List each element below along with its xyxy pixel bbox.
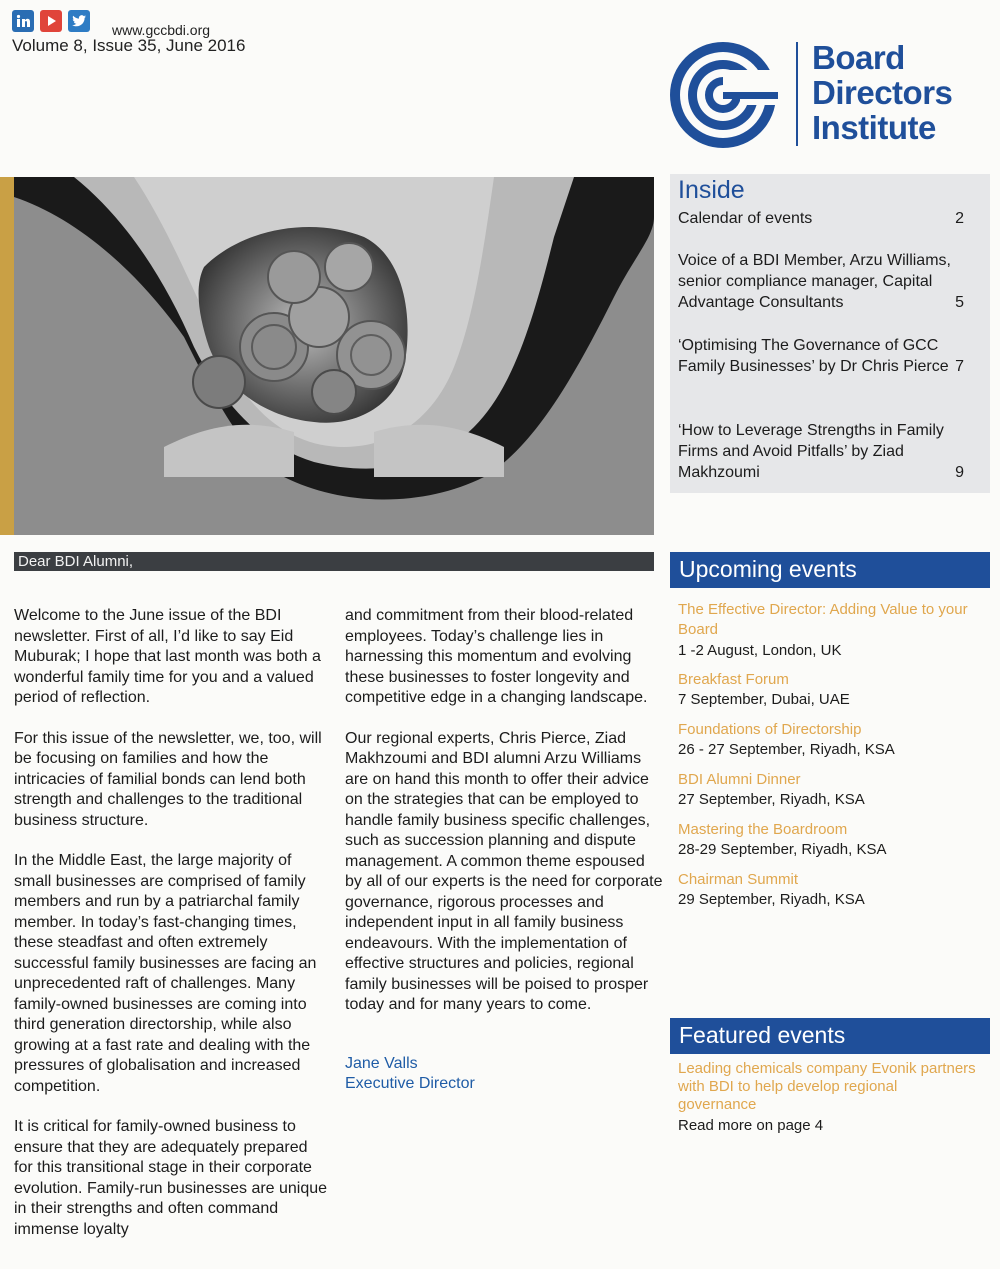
toc-item-page: 2 — [955, 210, 964, 227]
event-date: 26 - 27 September, Riyadh, KSA — [678, 741, 895, 758]
social-links — [12, 10, 90, 32]
paragraph: It is critical for family-owned business to ensure that they are adequately prepared for this transitional stage in their corporate evolution. Family-run businesses are unique in their strengths and often command immense loyalty — [14, 1118, 328, 1238]
event-title[interactable]: The Effective Director: Adding Value to your Board — [678, 601, 968, 638]
event-title[interactable]: Mastering the Boardroom — [678, 821, 848, 838]
twitter-icon[interactable] — [68, 10, 90, 32]
featured-events-title: Featured events — [679, 1022, 846, 1048]
youtube-icon[interactable] — [40, 10, 62, 32]
event-title[interactable]: Breakfast Forum — [678, 671, 789, 688]
toc-item-text: ‘Optimising The Governance of GCC Family Businesses’ by Dr Chris Pierce — [678, 337, 949, 375]
salutation: Dear BDI Alumni, — [18, 553, 134, 570]
event-date: 28-29 September, Riyadh, KSA — [678, 841, 887, 858]
event-date: 1 -2 August, London, UK — [678, 642, 842, 659]
logo-wordmark — [812, 40, 952, 145]
read-more-link[interactable]: Read more on page 4 — [678, 1117, 824, 1134]
paragraph: Our regional experts, Chris Pierce, Ziad Makhzoumi and BDI alumni Arzu Williams are on hand this month to offer their advice on the strategies that can be employed to handle family business specific challenges, such as succession planning and dispute management. A common theme espoused by all of our experts is the need for corporate governance, rigorous processes and independent input in all family business endeavours. With the implementation of effective structures and policies, regional family businesses will be poised to prosper today and for many years to come. — [345, 729, 663, 1013]
event-date: 7 September, Dubai, UAE — [678, 691, 850, 708]
website-link[interactable]: www.gccbdi.org — [112, 22, 211, 38]
signature-title: Executive Director — [345, 1075, 475, 1092]
toc-item[interactable] — [678, 208, 964, 229]
event-title[interactable]: BDI Alumni Dinner — [678, 771, 801, 788]
toc-item-page: 9 — [955, 464, 964, 481]
toc-item[interactable] — [678, 335, 964, 377]
letter-column-2 — [345, 606, 663, 1095]
toc-item-text: Calendar of events — [678, 210, 813, 227]
toc-item[interactable] — [678, 250, 964, 313]
featured-events-banner — [670, 1018, 990, 1054]
photo-accent-strip — [0, 177, 14, 535]
issue-info: Volume 8, Issue 35, June 2016 — [12, 36, 246, 55]
logo-line: Directors — [812, 74, 953, 111]
logo-line: Board — [812, 39, 905, 76]
linkedin-icon[interactable] — [12, 10, 34, 32]
paragraph: and commitment from their blood-related employees. Today’s challenge lies in harnessing this momentum and evolving these businesses to foster longevity and competitive edge in a changing landscape. — [345, 607, 648, 706]
toc-item-page: 5 — [955, 294, 964, 311]
event-title[interactable]: Foundations of Directorship — [678, 721, 862, 738]
toc-item[interactable] — [678, 420, 964, 483]
logo-line: Institute — [812, 109, 936, 146]
bdi-logo-icon — [668, 40, 778, 150]
event-date: 27 September, Riyadh, KSA — [678, 791, 865, 808]
upcoming-events-banner — [670, 552, 990, 588]
toc-item-text: Voice of a BDI Member, Arzu Williams, senior compliance manager, Capital Advantage Consultants — [678, 252, 951, 311]
toc-item-text: ‘How to Leverage Strengths in Family Firms and Avoid Pitfalls’ by Ziad Makhzoumi — [678, 422, 944, 481]
toc-item-page: 7 — [955, 358, 964, 375]
inside-title: Inside — [678, 176, 745, 204]
paragraph: Welcome to the June issue of the BDI newsletter. First of all, I’d like to say Eid Muburak; I hope that last month was both a wonderful family time for you and a valued period of reflection. — [14, 607, 321, 706]
featured-headline[interactable]: Leading chemicals company Evonik partners with BDI to help develop regional governance — [678, 1060, 976, 1113]
event-date: 29 September, Riyadh, KSA — [678, 891, 865, 908]
paragraph: In the Middle East, the large majority of small businesses are comprised of family members and run by a patriarchal family member. In today’s fast-changing times, these steadfast and often extremely successful family businesses are facing an unprecedented raft of challenges. Many family-owned businesses are coming into third generation directorship, while also growing at a fast rate and dealing with the pressures of globalisation and increased competition. — [14, 852, 317, 1095]
paragraph: For this issue of the newsletter, we, too, will be focusing on families and how the intricacies of familial bonds can lend both strength and challenges to the traditional business structure. — [14, 729, 322, 829]
event-title[interactable]: Chairman Summit — [678, 871, 799, 888]
upcoming-events-title: Upcoming events — [679, 556, 857, 582]
hands-with-coins-photo — [14, 177, 654, 535]
logo-divider — [796, 42, 798, 146]
letter-column-1 — [14, 606, 330, 1260]
signature-name: Jane Valls — [345, 1054, 418, 1072]
